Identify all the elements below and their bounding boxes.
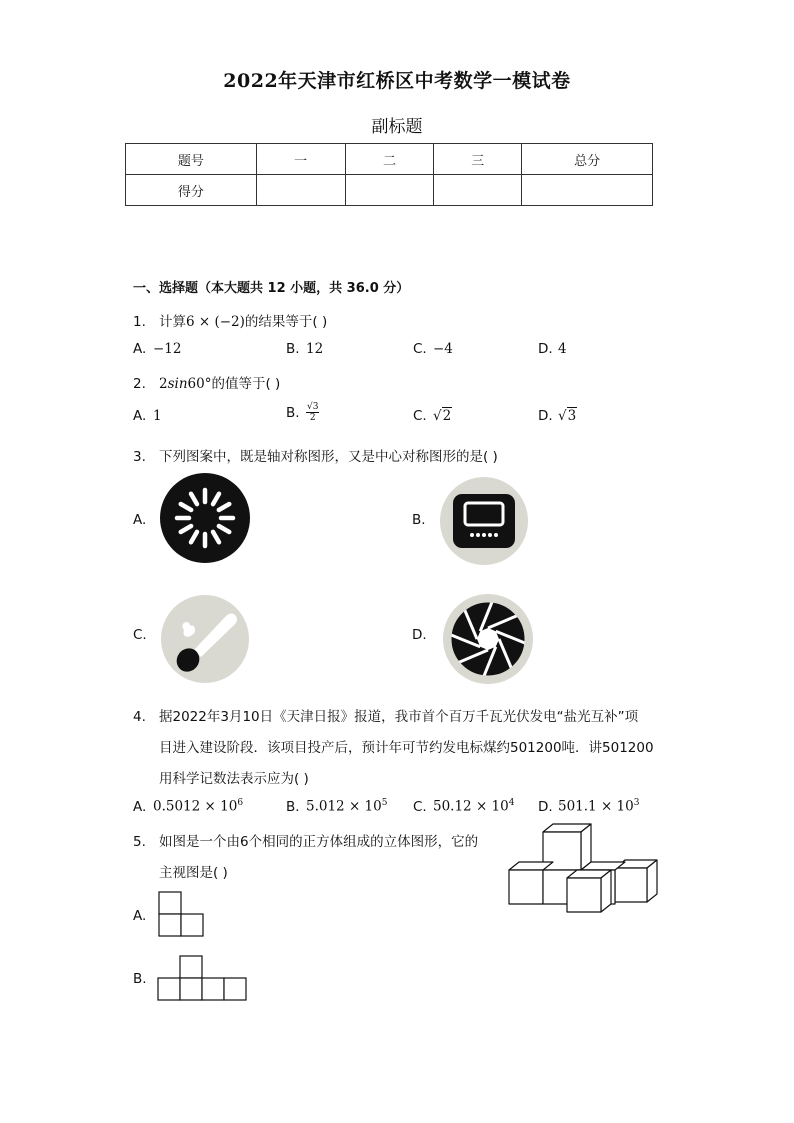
question-text-line: 主视图是( ) xyxy=(159,865,228,881)
exam-title: 2022年天津市红桥区中考数学一模试卷 xyxy=(223,70,571,92)
score-cell: 二 xyxy=(345,144,434,175)
section-detail: （本大题共 12 小题，共 36.0 分） xyxy=(198,281,410,296)
option-label: A. xyxy=(133,341,147,357)
question-1 xyxy=(133,310,327,330)
option-d[interactable] xyxy=(538,798,639,815)
option-b-label[interactable]: B. xyxy=(133,971,147,987)
option-a[interactable] xyxy=(133,341,182,357)
question-3 xyxy=(133,445,498,465)
score-cell: 一 xyxy=(256,144,345,175)
aperture-opening xyxy=(477,628,499,650)
cube-stack-figure xyxy=(505,820,665,920)
option-value: −12 xyxy=(153,341,182,357)
paint-brush-icon[interactable] xyxy=(160,594,250,684)
option-value: 1 xyxy=(153,408,162,424)
score-cell: 题号 xyxy=(126,144,257,175)
option-d[interactable] xyxy=(538,408,577,424)
option-value: 2 xyxy=(442,408,452,424)
option-c-label[interactable]: C. xyxy=(133,627,147,643)
option-label: C. xyxy=(413,798,427,815)
option-exponent: 3 xyxy=(633,798,640,808)
option-label: C. xyxy=(413,408,427,424)
question-text: 的结果等于( ) xyxy=(244,314,328,330)
score-table xyxy=(125,143,653,206)
option-label: B. xyxy=(286,798,300,815)
question-number: 2. xyxy=(133,376,146,392)
option-value: −4 xyxy=(433,341,453,357)
option-d-label[interactable]: D. xyxy=(412,627,427,643)
question-number: 3. xyxy=(133,449,146,465)
option-exponent: 5 xyxy=(381,798,388,808)
question-text: 如图是一个由6个相同的正方体组成的立体图形，它的 xyxy=(159,834,479,850)
loading-spinner-icon[interactable] xyxy=(159,472,251,564)
option-label: A. xyxy=(133,798,147,815)
score-table-header-row xyxy=(126,144,653,175)
option-exponent: 6 xyxy=(237,798,244,808)
option-exponent: 4 xyxy=(508,798,515,808)
question-number: 5. xyxy=(133,834,146,850)
score-cell: 得分 xyxy=(126,175,257,206)
option-a[interactable] xyxy=(133,408,162,424)
question-number: 4. xyxy=(133,709,146,725)
math-coefficient: 2 xyxy=(159,376,168,392)
option-value: 0.5012 × 10 xyxy=(153,798,238,815)
score-cell: 总分 xyxy=(522,144,653,175)
option-label: C. xyxy=(413,341,427,357)
question-text: 的值等于( ) xyxy=(211,376,281,392)
question-number: 1. xyxy=(133,314,146,330)
exam-subtitle: 副标题 xyxy=(371,117,423,137)
question-text: 下列图案中，既是轴对称图形，又是中心对称图形的是( ) xyxy=(159,449,498,465)
fraction-denominator: 2 xyxy=(309,413,316,423)
option-label: D. xyxy=(538,341,553,357)
option-b[interactable] xyxy=(286,341,323,357)
fraction xyxy=(306,402,319,423)
option-a[interactable] xyxy=(133,798,243,815)
question-text-line: 目进入建设阶段．该项目投产后，预计年可节约发电标煤约501200吨．讲501200 xyxy=(159,740,654,756)
option-a-label[interactable]: A. xyxy=(133,908,147,924)
option-c[interactable] xyxy=(413,341,453,357)
option-value: 50.12 × 10 xyxy=(433,798,509,815)
fraction-numerator: √3 xyxy=(307,402,319,412)
math-expression: 6 × (−2) xyxy=(186,314,245,330)
question-text: 据2022年3月10日《天津日报》报道，我市首个百万千瓦光伏发电“盐光互补”项 xyxy=(159,709,639,725)
score-cell xyxy=(256,175,345,206)
score-cell xyxy=(434,175,522,206)
option-label: B. xyxy=(286,404,300,421)
option-b[interactable] xyxy=(286,798,387,815)
question-4 xyxy=(133,705,638,725)
section-heading xyxy=(133,277,409,296)
question-5 xyxy=(133,830,478,850)
score-cell xyxy=(522,175,653,206)
question-2 xyxy=(133,372,280,392)
option-d[interactable] xyxy=(538,341,567,357)
option-value: 501.1 × 10 xyxy=(558,798,634,815)
sqrt-sign: √ xyxy=(433,408,442,424)
option-c[interactable] xyxy=(413,408,452,424)
question-text: 计算 xyxy=(159,314,186,330)
score-cell: 三 xyxy=(434,144,522,175)
option-value: 5.012 × 10 xyxy=(306,798,382,815)
option-c[interactable] xyxy=(413,798,514,815)
option-b-label[interactable]: B. xyxy=(412,512,426,528)
camera-aperture-icon[interactable] xyxy=(442,593,534,685)
option-value: 12 xyxy=(306,341,324,357)
option-label: D. xyxy=(538,798,553,815)
option-label: B. xyxy=(286,341,300,357)
option-b[interactable] xyxy=(286,402,319,423)
device-screen-icon[interactable] xyxy=(439,476,529,566)
sqrt-sign: √ xyxy=(558,408,567,424)
score-cell xyxy=(345,175,434,206)
option-label: D. xyxy=(538,408,553,424)
front-view-option-a[interactable] xyxy=(158,891,204,937)
option-a-label[interactable]: A. xyxy=(133,512,147,528)
section-label: 一、选择题 xyxy=(133,281,199,296)
option-label: A. xyxy=(133,408,147,424)
score-table-score-row xyxy=(126,175,653,206)
front-view-option-b[interactable] xyxy=(157,955,247,1001)
question-text-line: 用科学记数法表示应为( ) xyxy=(159,771,309,787)
option-value: 3 xyxy=(567,408,577,424)
option-value: 4 xyxy=(558,341,567,357)
math-function: sin xyxy=(167,376,188,392)
math-angle: 60° xyxy=(187,376,212,392)
